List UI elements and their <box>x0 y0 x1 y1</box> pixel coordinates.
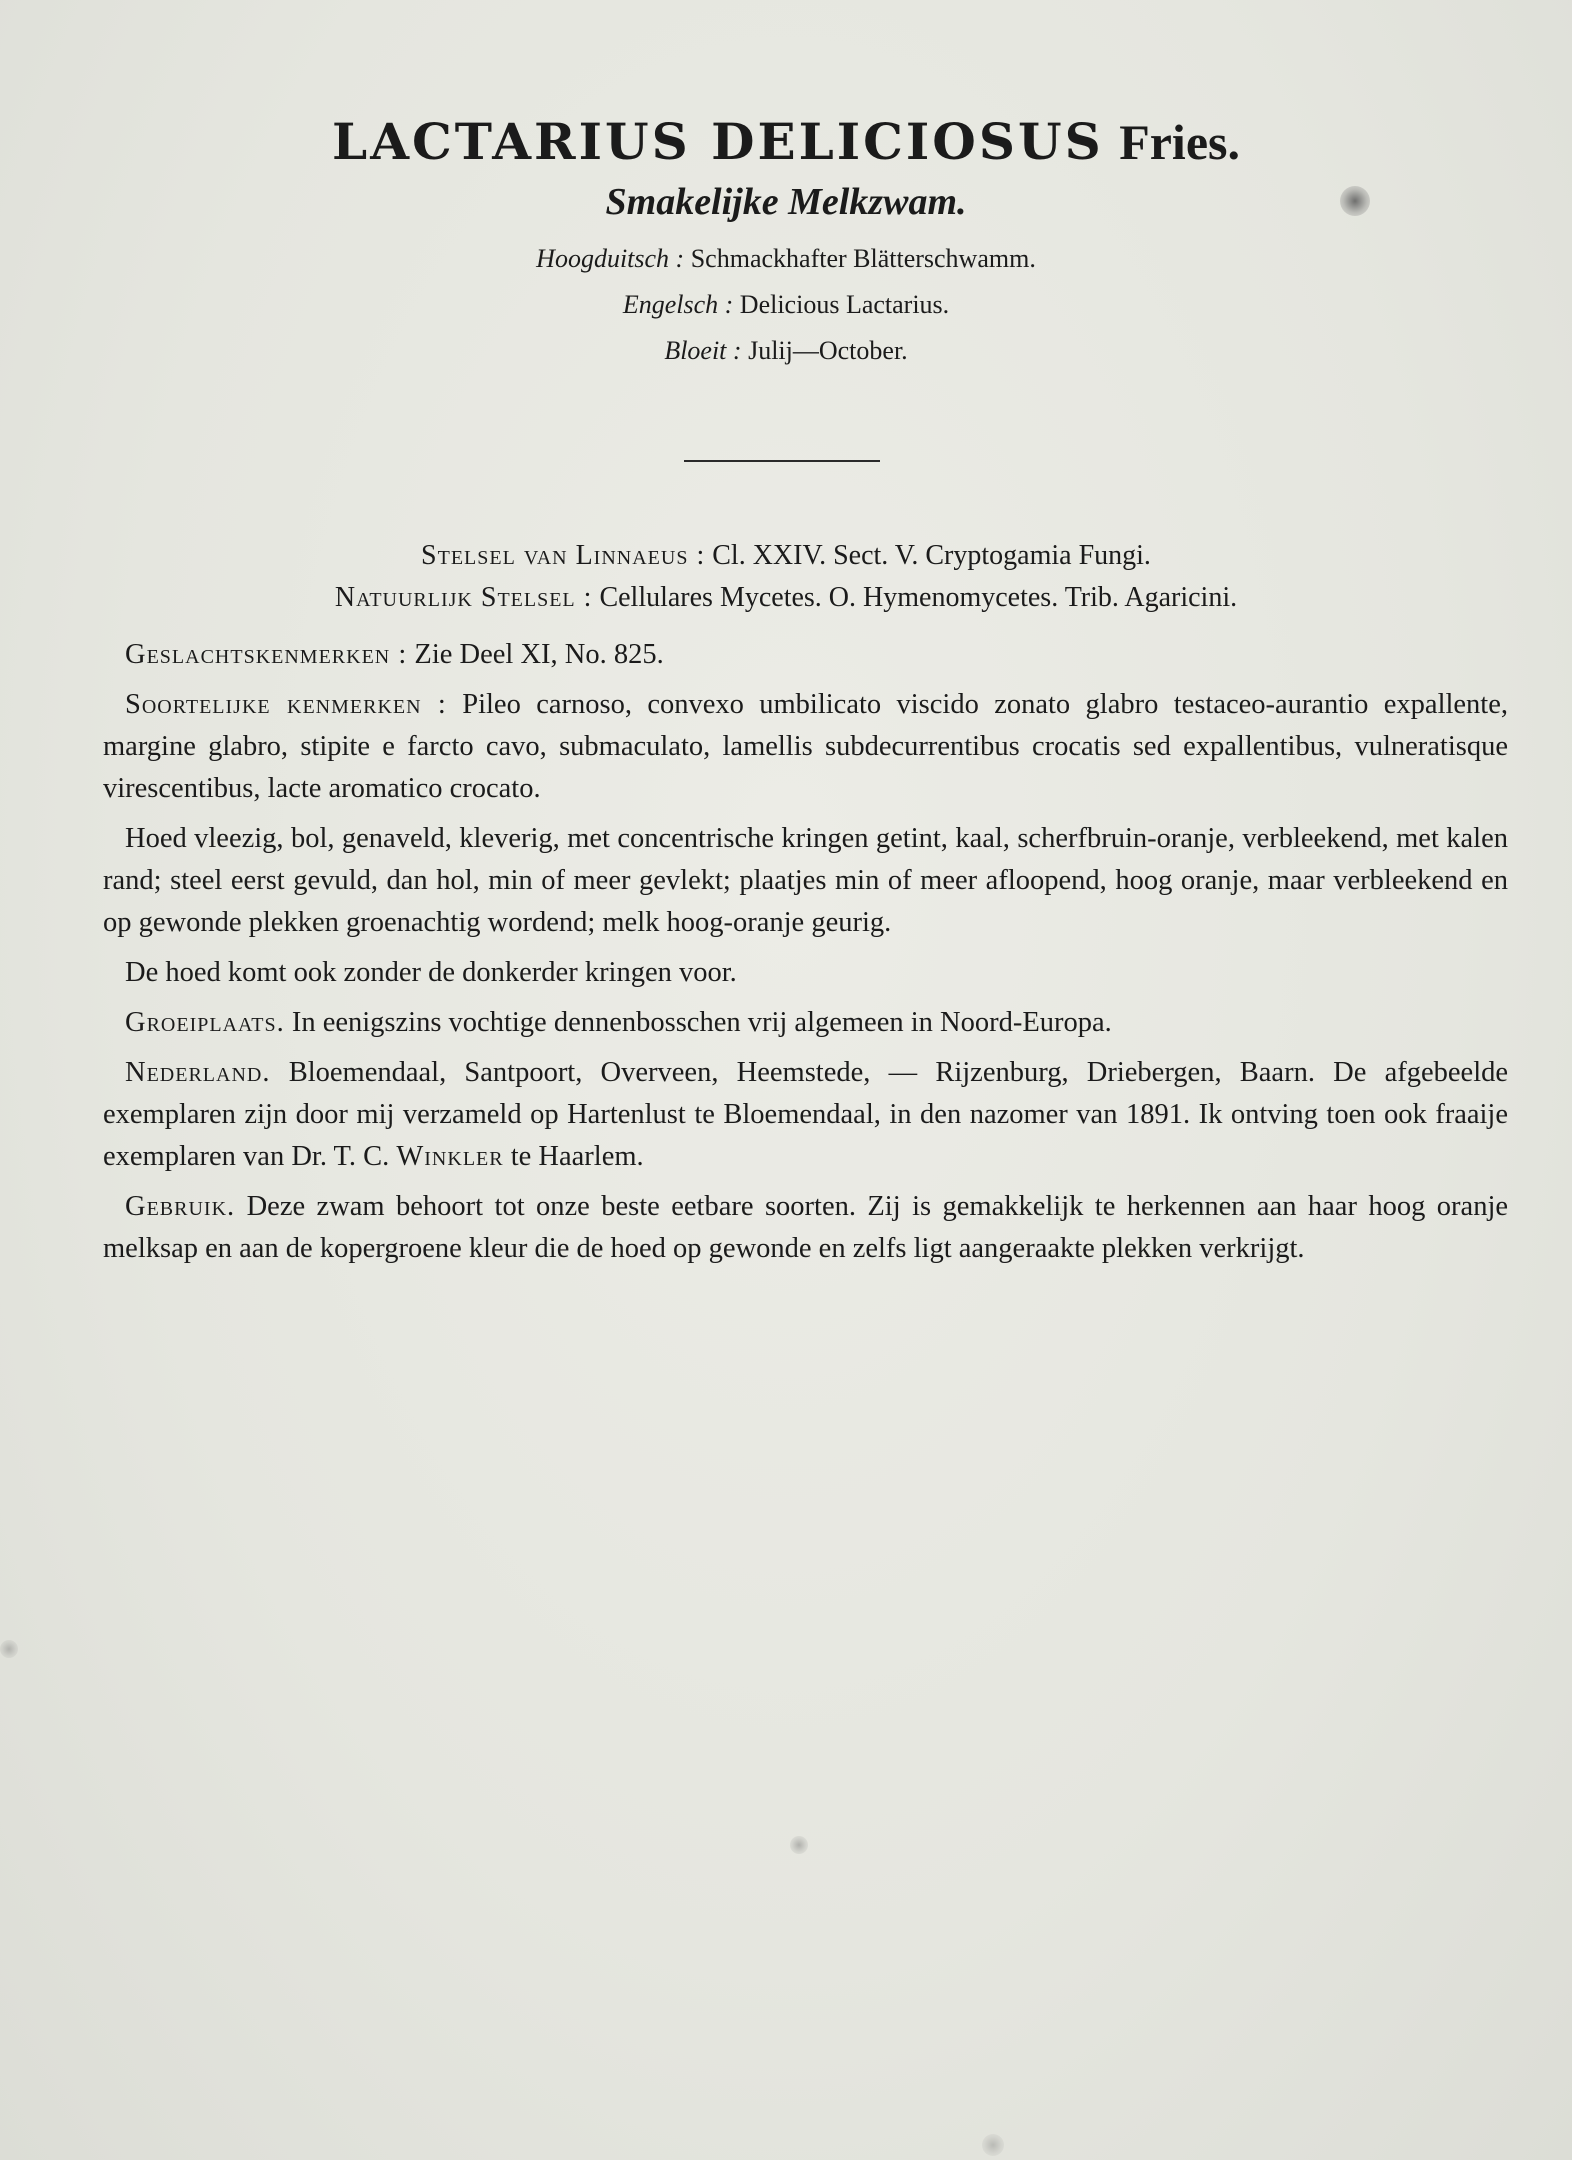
body-text <box>103 634 1508 1278</box>
genus-paragraph <box>103 634 1508 676</box>
linnaeus-value: Cl. XXIV. Sect. V. Cryptogamia Fungi. <box>712 540 1151 571</box>
ink-stain <box>790 1836 808 1854</box>
netherlands-text-end: te Haarlem. <box>510 1141 644 1172</box>
dutch-name: Smakelijke Melkzwam. <box>605 181 967 223</box>
german-value: Schmackhafter Blätterschwamm. <box>690 244 1036 273</box>
use-text: Deze zwam behoort tot onze beste eetbare soorten. Zij is gemakkelijk te herkennen aan haar hoog oranje melksap en aan de kopergroene kleur die de hoed op gewonde en zelfs ligt aangeraakte plekken verkrijgt. <box>103 1191 1509 1264</box>
linnaeus-line <box>0 540 1572 572</box>
linnaeus-label: Stelsel van Linnaeus : <box>421 540 706 571</box>
species-paragraph <box>103 684 1508 810</box>
german-label: Hoogduitsch : <box>536 244 685 273</box>
german-name-line <box>0 244 1572 274</box>
use-paragraph <box>103 1186 1508 1270</box>
natural-system-line <box>0 582 1572 614</box>
species-name: LACTARIUS DELICIOSUS <box>332 112 1104 171</box>
variation-paragraph: De hoed komt ook zonder de donkerder kringen voor. <box>125 957 737 988</box>
netherlands-paragraph <box>103 1052 1508 1178</box>
english-value: Delicious Lactarius. <box>739 290 950 319</box>
genus-text: Zie Deel XI, No. 825. <box>414 639 664 670</box>
natural-system-label: Natuurlijk Stelsel : <box>334 582 593 613</box>
habitat-label: Groeiplaats. <box>125 1007 285 1038</box>
collector-name: Winkler <box>396 1141 504 1172</box>
genus-label: Geslachtskenmerken : <box>125 639 408 670</box>
ink-stain <box>0 1640 18 1658</box>
species-title <box>0 112 1572 171</box>
english-label: Engelsch : <box>622 290 734 319</box>
netherlands-label: Nederland. <box>125 1057 271 1088</box>
species-text: Pileo carnoso, convexo umbilicato viscido zonato glabro testaceo-aurantio expallente, margine glabro, stipite e farcto cavo, submaculato, lamellis subdecurrentibus crocatis sed expallentibus, vulneratisque virescentibus, lacte aromatico crocato. <box>103 689 1508 804</box>
netherlands-text: Bloemendaal, Santpoort, Overveen, Heemstede, — Rijzenburg, Driebergen, Baarn. De afgebeelde exemplaren zijn door mij verzameld op Hartenlust te Bloemendaal, in den nazomer van 1891. Ik ontving toen ook fraaije exemplaren van Dr. T. C. <box>103 1057 1509 1172</box>
description-paragraph: Hoed vleezig, bol, genaveld, kleverig, met concentrische kringen getint, kaal, scherfbruin-oranje, verbleekend, met kalen rand; steel eerst gevuld, dan hol, min of meer gevlekt; plaatjes min of meer afloopend, hoog oranje, maar verbleekend en op gewonde plekken groenachtig wordend; melk hoog-oranje geurig. <box>103 823 1508 938</box>
species-label: Soortelijke kenmerken : <box>125 689 447 720</box>
bloom-line <box>0 336 1572 366</box>
habitat-text: In eenigszins vochtige dennenbosschen vrij algemeen in Noord-Europa. <box>291 1007 1112 1038</box>
bloom-label: Bloeit : <box>664 336 742 365</box>
habitat-paragraph <box>103 1002 1508 1044</box>
use-label: Gebruik. <box>125 1191 236 1222</box>
divider-rule <box>684 460 880 462</box>
natural-system-value: Cellulares Mycetes. O. Hymenomycetes. Trib. Agaricini. <box>599 582 1238 613</box>
bloom-value: Julij—October. <box>748 336 908 365</box>
ink-stain <box>982 2134 1004 2156</box>
english-name-line <box>0 290 1572 320</box>
author-name: Fries. <box>1119 114 1240 170</box>
